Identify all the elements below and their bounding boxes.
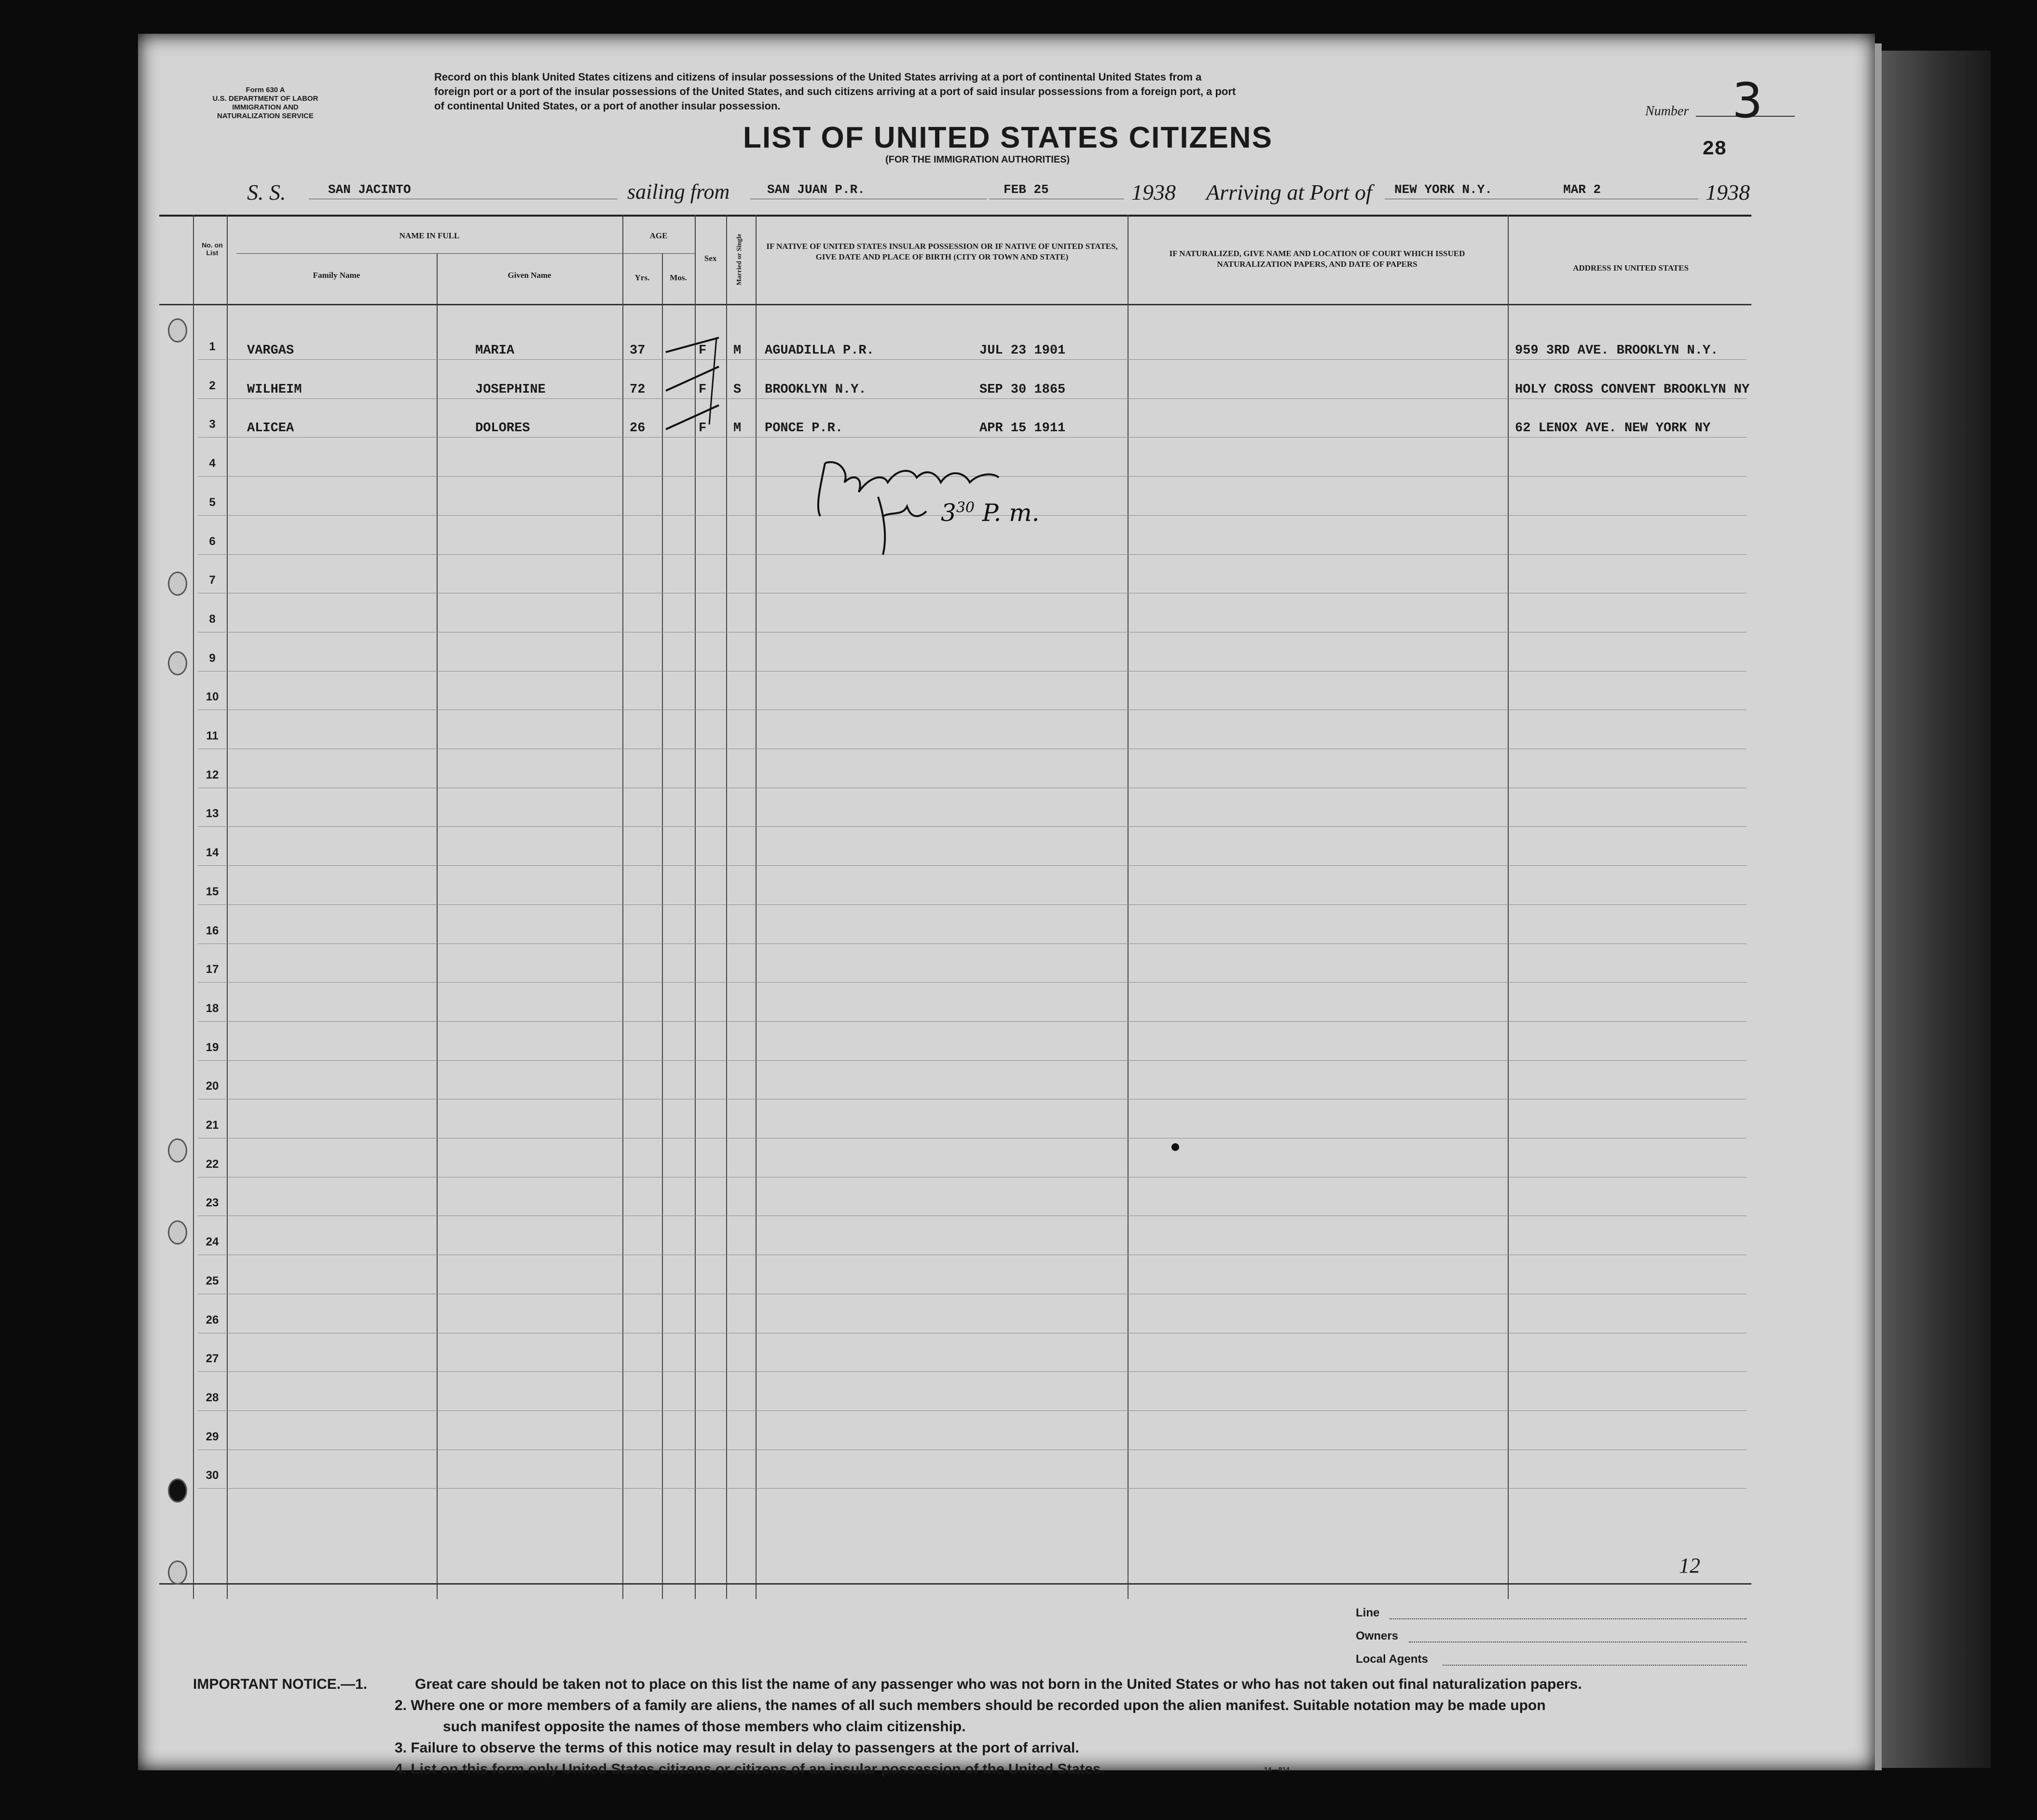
row-number: 1: [209, 340, 216, 353]
binding-strip: [1875, 51, 1991, 1768]
cell-given: DOLORES: [475, 421, 530, 436]
row-rule: [198, 982, 1747, 983]
header-naturalized: IF NATURALIZED, GIVE NAME AND LOCATION OF COURT WHICH ISSUED NATURALIZATION PAPERS, AND DATE OF PAPERS: [1169, 249, 1465, 269]
table-top-rule: [159, 215, 1751, 217]
important-notice-label: IMPORTANT NOTICE.—1.: [193, 1676, 368, 1692]
col-divider-native: [1128, 215, 1129, 1599]
print-code: 14—814: [1264, 1765, 1290, 1773]
arrival-port: NEW YORK N.Y.: [1394, 182, 1492, 197]
row-number: 25: [206, 1274, 219, 1287]
instructions-line-2: foreign port or a port of the insular possessions of the United States, and such citizens arriving at a port of said insular possessions from a foreign port, a port: [434, 85, 1236, 97]
cell-yrs: 37: [630, 343, 646, 358]
arrival-date: MAR 2: [1563, 182, 1601, 197]
row-number: 23: [206, 1196, 219, 1210]
header-bottom-rule: [159, 304, 1751, 305]
col-divider-family: [437, 253, 438, 1599]
header-given-name: Given Name: [508, 271, 551, 280]
row-number: 8: [209, 612, 216, 626]
punch-hole: [168, 1220, 187, 1245]
department: U.S. DEPARTMENT OF LABOR: [212, 95, 318, 103]
row-rule: [198, 1021, 1747, 1022]
cell-address: 62 LENOX AVE. NEW YORK NY: [1515, 421, 1711, 436]
cell-family: ALICEA: [247, 421, 294, 436]
ship-name: SAN JACINTO: [328, 182, 411, 197]
cell-sex: F: [699, 382, 707, 397]
instructions-line-3: of continental United States, or a port of another insular possession.: [434, 100, 781, 112]
row-number: 14: [206, 846, 219, 860]
row-rule: [198, 826, 1747, 827]
page-subtitle: (FOR THE IMMIGRATION AUTHORITIES): [885, 154, 1070, 165]
arriving-label: Arriving at Port of: [1206, 180, 1372, 205]
notice-1: Great care should be taken not to place on this list the name of any passenger who was not born in the United States or who has not taken out final naturalization papers.: [415, 1676, 1582, 1692]
row-number: 30: [206, 1469, 219, 1482]
agents-line-rule: [1390, 1618, 1747, 1620]
row-number: 3: [209, 418, 216, 431]
row-rule: [198, 1060, 1747, 1061]
row-number: 13: [206, 807, 219, 821]
header-age: AGE: [649, 231, 668, 240]
table-bottom-rule: [159, 1583, 1751, 1585]
name-subrule: [236, 253, 622, 254]
header-family-name: Family Name: [313, 271, 360, 280]
sailing-year: 1938: [1131, 180, 1176, 205]
row-number: 19: [206, 1040, 219, 1054]
row-number: 21: [206, 1119, 219, 1132]
row-number: 22: [206, 1157, 219, 1171]
notice-4: 4. List on this form only United States citizens or citizens of an insular possession of the United States.: [395, 1761, 1105, 1777]
arrival-year: 1938: [1706, 180, 1750, 205]
row-number: 15: [206, 885, 219, 898]
col-divider-mark: [193, 215, 194, 1599]
row-number: 12: [206, 768, 219, 781]
header-address: ADDRESS IN UNITED STATES: [1573, 263, 1689, 273]
manifest-sheet: [138, 34, 1875, 1770]
row-number: 17: [206, 963, 219, 976]
cell-date: SEP 30 1865: [979, 382, 1066, 397]
agents-owners-rule: [1409, 1642, 1747, 1643]
number-stamp: 28: [1702, 137, 1727, 161]
agents-local-label: Local Agents: [1356, 1653, 1428, 1666]
row-number: 29: [206, 1430, 219, 1443]
cell-family: WILHEIM: [247, 382, 302, 397]
agents-line-label: Line: [1356, 1606, 1380, 1619]
header-sex: Sex: [704, 254, 717, 263]
number-value: 3: [1732, 72, 1763, 129]
punch-hole: [168, 318, 187, 342]
notice-2b: such manifest opposite the names of those members who claim citizenship.: [443, 1719, 966, 1735]
row-number: 5: [209, 495, 216, 509]
row-rule: [198, 1410, 1747, 1411]
notice-3: 3. Failure to observe the terms of this notice may result in delay to passengers at the port of arrival.: [395, 1740, 1079, 1756]
agents-local-rule: [1443, 1665, 1747, 1666]
page-count: 12: [1679, 1554, 1700, 1577]
ink-dot: [1171, 1143, 1179, 1151]
cell-address: HOLY CROSS CONVENT BROOKLYN NY: [1515, 382, 1750, 397]
row-number: 10: [206, 690, 219, 704]
service-line-2: NATURALIZATION SERVICE: [217, 112, 314, 120]
punch-hole: [168, 1478, 187, 1503]
punch-hole: [168, 1560, 187, 1585]
row-rule: [198, 865, 1747, 866]
punch-hole: [168, 572, 187, 596]
notice-2a: 2. Where one or more members of a family are aliens, the names of all such members should be recorded upon the alien manifest. Suitable notation may be made upon: [395, 1697, 1546, 1713]
col-divider-no: [227, 215, 228, 1599]
cell-place: PONCE P.R.: [765, 421, 843, 436]
cell-yrs: 26: [630, 421, 646, 436]
sailing-port: SAN JUAN P.R.: [767, 182, 865, 197]
ss-label: S. S.: [247, 180, 286, 205]
cell-yrs: 72: [630, 382, 646, 397]
age-subrule: [622, 253, 695, 254]
service-line-1: IMMIGRATION AND: [232, 103, 299, 111]
page-title: LIST OF UNITED STATES CITIZENS: [743, 121, 1273, 154]
header-mos: Mos.: [670, 273, 687, 282]
cell-place: AGUADILLA P.R.: [765, 343, 874, 358]
cell-date: JUL 23 1901: [979, 343, 1066, 358]
row-number: 9: [209, 651, 216, 665]
cell-address: 959 3RD AVE. BROOKLYN N.Y.: [1515, 343, 1719, 358]
cell-ms: S: [733, 382, 742, 397]
col-divider-given: [622, 215, 623, 1599]
cell-date: APR 15 1911: [979, 421, 1066, 436]
row-number: 24: [206, 1235, 219, 1249]
row-rule: [198, 437, 1747, 438]
row-rule: [198, 1488, 1747, 1489]
sailing-date: FEB 25: [1004, 182, 1049, 197]
cell-ms: M: [733, 421, 742, 436]
cell-sex: F: [699, 343, 707, 358]
cell-place: BROOKLYN N.Y.: [765, 382, 867, 397]
row-rule: [198, 1371, 1747, 1372]
number-label: Number: [1645, 104, 1689, 119]
header-no-on-list: No. on List: [202, 241, 223, 257]
row-rule: [198, 904, 1747, 905]
cell-given: JOSEPHINE: [475, 382, 546, 397]
row-number: 18: [206, 1001, 219, 1015]
form-number: Form 630 A: [246, 86, 285, 94]
header-native: IF NATIVE OF UNITED STATES INSULAR POSSESSION OR IF NATIVE OF UNITED STATES, GIVE DATE AND PLACE OF BIRTH (CITY OR TOWN AND STATE): [766, 242, 1118, 261]
col-divider-ms: [756, 215, 757, 1599]
cell-given: MARIA: [475, 343, 515, 358]
row-number: 16: [206, 924, 219, 937]
header-name-in-full: NAME IN FULL: [399, 231, 460, 240]
instructions: [434, 70, 1583, 113]
col-divider-yrs: [662, 253, 663, 1599]
header-yrs: Yrs.: [634, 273, 650, 282]
row-number: 2: [209, 379, 216, 392]
cell-family: VARGAS: [247, 343, 294, 358]
cell-sex: F: [699, 421, 707, 436]
form-block: [193, 86, 338, 121]
row-number: 26: [206, 1313, 219, 1327]
svg-text:330 P. m.: $3^{30}$ P. m.: [941, 499, 1040, 527]
row-number: 7: [209, 574, 216, 587]
header-married-single: Married or Single: [736, 233, 743, 286]
punch-hole: [168, 1138, 187, 1163]
row-rule: [198, 359, 1747, 360]
instructions-line-1: Record on this blank United States citizens and citizens of insular possessions of the United States arriving at a port of continental United States from a: [434, 71, 1202, 83]
punch-hole: [168, 651, 187, 675]
pen-strokes: [656, 333, 753, 444]
row-rule: [198, 398, 1747, 399]
agents-owners-label: Owners: [1356, 1629, 1399, 1642]
handwritten-annotation: [811, 444, 1081, 564]
row-number: 4: [209, 457, 216, 470]
col-divider-naturalized: [1508, 215, 1509, 1599]
row-number: 28: [206, 1391, 219, 1404]
row-number: 6: [209, 534, 216, 548]
row-number: 11: [206, 729, 219, 742]
sailing-label: sailing from: [627, 180, 730, 204]
cell-ms: M: [733, 343, 742, 358]
row-number: 27: [206, 1352, 219, 1366]
row-number: 20: [206, 1080, 219, 1093]
